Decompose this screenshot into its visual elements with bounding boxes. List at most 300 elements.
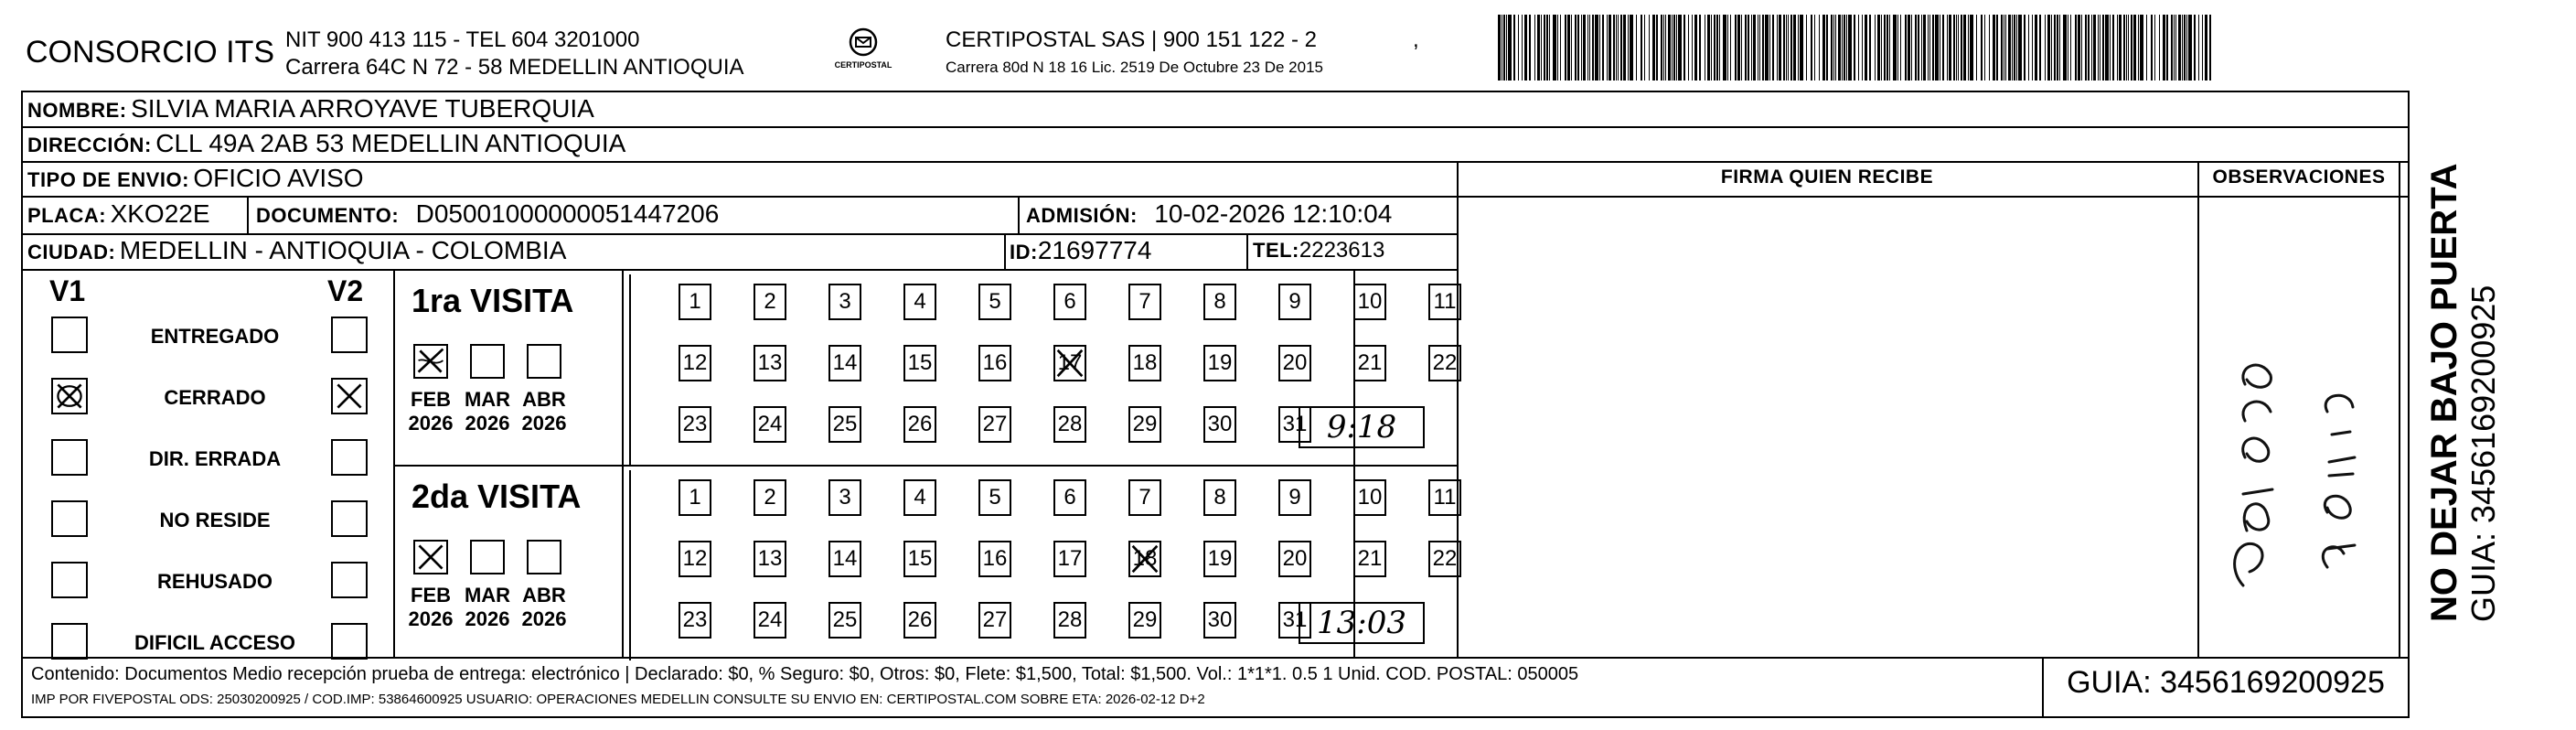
day-box[interactable] <box>903 406 936 443</box>
day-number: 30 <box>1207 607 1233 632</box>
barcode-bar <box>1819 15 1820 81</box>
visit-time-handwritten: 13:03 <box>1299 602 1425 644</box>
day-box[interactable] <box>978 406 1011 443</box>
month-year: 2026 <box>408 607 454 630</box>
day-box[interactable] <box>1278 345 1311 381</box>
footer-imp: IMP POR FIVEPOSTAL ODS: 25030200925 / COD.IMP: 53864600925 USUARIO: OPERACIONES MEDELLIN CONSULTE SU ENVIO EN: CERTIPOSTAL.COM SOBRE ETA: 2026-02-12 D+2 <box>31 692 1205 707</box>
barcode-bar <box>1848 15 1852 81</box>
day-number: 19 <box>1207 350 1233 375</box>
barcode-bar <box>1652 15 1655 81</box>
day-box[interactable] <box>1428 479 1461 516</box>
barcode-bar <box>1862 15 1863 81</box>
day-box[interactable] <box>1353 284 1386 320</box>
barcode-bar <box>1589 15 1590 81</box>
barcode-bar <box>2112 15 2114 81</box>
firma-label: FIRMA QUIEN RECIBE <box>1720 166 1934 188</box>
day-number: 21 <box>1357 546 1383 571</box>
barcode-bar <box>1932 15 1934 81</box>
v1-checkbox[interactable] <box>51 500 88 537</box>
day-box[interactable] <box>1278 284 1311 320</box>
barcode-bar <box>1602 15 1604 81</box>
barcode-bar <box>2188 15 2192 81</box>
day-number: 3 <box>839 289 851 314</box>
barcode-bar <box>1599 15 1600 81</box>
barcode-bar <box>1842 15 1843 81</box>
barcode-bar <box>1854 15 1855 81</box>
barcode-bar <box>1665 15 1666 81</box>
carrier-comma: , <box>1413 27 1419 52</box>
month-checkbox[interactable] <box>527 540 561 574</box>
barcode-bar <box>2105 15 2109 81</box>
day-number: 28 <box>1057 607 1083 632</box>
barcode-bar <box>2088 15 2090 81</box>
day-number: 15 <box>907 546 933 571</box>
day-box[interactable] <box>1203 284 1236 320</box>
day-box[interactable] <box>1203 479 1236 516</box>
admision-label: ADMISIÓN: <box>1026 204 1138 227</box>
day-box[interactable] <box>1278 541 1311 577</box>
barcode-bar <box>1620 15 1622 81</box>
barcode-bar <box>1557 15 1558 81</box>
day-number: 12 <box>682 350 708 375</box>
placa-value: XKO22E <box>110 199 210 228</box>
barcode-bar <box>2205 15 2207 81</box>
day-number: 31 <box>1282 412 1308 436</box>
barcode-bar <box>1814 15 1815 81</box>
day-box[interactable] <box>903 345 936 381</box>
barcode-bar <box>1769 15 1770 81</box>
day-box[interactable] <box>1128 479 1161 516</box>
barcode-bar <box>2138 15 2139 81</box>
day-box[interactable] <box>679 479 711 516</box>
barcode-bar <box>1762 15 1764 81</box>
barcode-bar <box>2081 15 2082 81</box>
observaciones-handwritten <box>2199 274 2399 649</box>
barcode-bar <box>1822 15 1825 81</box>
status-label: NO RESIDE <box>159 509 271 531</box>
month-label <box>460 388 515 435</box>
day-number: 22 <box>1432 546 1458 571</box>
barcode-bar <box>1928 15 1929 81</box>
day-box[interactable] <box>1128 284 1161 320</box>
barcode-bar <box>1783 15 1785 81</box>
barcode-bar <box>1741 15 1742 81</box>
day-box[interactable] <box>754 479 786 516</box>
barcode-bar <box>1779 15 1781 81</box>
day-box[interactable] <box>679 406 711 443</box>
barcode-bar <box>1656 15 1658 81</box>
day-number: 23 <box>682 607 708 632</box>
barcode-bar <box>2140 15 2143 81</box>
barcode-bar <box>1544 15 1545 81</box>
barcode-bar <box>1745 15 1747 81</box>
day-number: 17 <box>1057 350 1083 375</box>
barcode <box>1498 15 2222 81</box>
barcode-bar <box>1644 15 1645 81</box>
barcode-bar <box>1833 15 1834 81</box>
v2-checkbox[interactable] <box>331 623 368 660</box>
day-number: 25 <box>832 412 858 436</box>
barcode-bar <box>1636 15 1637 81</box>
barcode-bar <box>1976 15 1977 81</box>
day-box[interactable] <box>903 479 936 516</box>
month-label <box>460 584 515 631</box>
barcode-bar <box>1663 15 1664 81</box>
day-box[interactable] <box>1353 541 1386 577</box>
day-number: 24 <box>757 607 783 632</box>
barcode-bar <box>1838 15 1841 81</box>
v1-checkbox[interactable] <box>51 562 88 598</box>
v1-label: V1 <box>49 274 86 307</box>
day-box[interactable] <box>828 284 861 320</box>
day-box[interactable] <box>828 479 861 516</box>
day-box[interactable] <box>1353 345 1386 381</box>
month-label <box>403 584 458 631</box>
v1-checkbox[interactable] <box>51 317 88 353</box>
day-box[interactable] <box>1128 406 1161 443</box>
barcode-bar <box>1508 15 1512 81</box>
day-box[interactable] <box>679 602 711 639</box>
day-number: 7 <box>1138 289 1151 314</box>
direccion-label: DIRECCIÓN: <box>27 134 152 156</box>
barcode-bar <box>1498 15 1501 81</box>
day-box[interactable] <box>978 345 1011 381</box>
barcode-bar <box>1921 15 1922 81</box>
day-number: 23 <box>682 412 708 436</box>
barcode-bar <box>2008 15 2011 81</box>
day-box[interactable] <box>1428 541 1461 577</box>
month-checkbox[interactable] <box>413 540 448 574</box>
day-box[interactable] <box>828 345 861 381</box>
v1-checkbox[interactable] <box>51 623 88 660</box>
day-box[interactable] <box>1203 541 1236 577</box>
month-checkbox[interactable] <box>527 344 561 379</box>
barcode-bar <box>1748 15 1749 81</box>
month-name: MAR <box>464 584 511 607</box>
barcode-bar <box>2154 15 2155 81</box>
side-guia: GUIA: 3456169200925 <box>2464 284 2502 622</box>
barcode-bar <box>2128 15 2129 81</box>
month-checkbox[interactable] <box>413 344 448 379</box>
barcode-bar <box>1719 15 1720 81</box>
v2-checkbox[interactable] <box>331 500 368 537</box>
barcode-bar <box>1711 15 1712 81</box>
day-box[interactable] <box>1353 479 1386 516</box>
company-nit: NIT 900 413 115 - TEL 604 3201000 <box>285 27 640 52</box>
status-label: DIR. ERRADA <box>148 447 282 470</box>
barcode-bar <box>1889 15 1890 81</box>
barcode-bar <box>1800 15 1803 81</box>
tel-value: 2223613 <box>1299 238 1385 263</box>
placa-row <box>27 199 210 229</box>
day-number: 10 <box>1357 485 1383 510</box>
barcode-bar <box>1529 15 1531 81</box>
month-year: 2026 <box>408 412 454 435</box>
barcode-bar <box>1908 15 1910 81</box>
day-number: 11 <box>1433 289 1457 314</box>
id-row <box>1010 236 1151 265</box>
barcode-bar <box>1918 15 1919 81</box>
day-box[interactable] <box>1053 284 1086 320</box>
barcode-bar <box>1641 15 1642 81</box>
day-number: 20 <box>1282 546 1308 571</box>
barcode-bar <box>2178 15 2181 81</box>
tel-label: TEL: <box>1253 239 1299 262</box>
day-number: 26 <box>907 412 933 436</box>
barcode-bar <box>1565 15 1566 81</box>
month-year: 2026 <box>465 607 510 630</box>
barcode-bar <box>1811 15 1812 81</box>
barcode-bar <box>1826 15 1828 81</box>
barcode-bar <box>2018 15 2022 81</box>
barcode-bar <box>1844 15 1845 81</box>
day-number: 26 <box>907 607 933 632</box>
barcode-bar <box>2039 15 2041 81</box>
day-box[interactable] <box>978 284 1011 320</box>
day-box[interactable] <box>679 345 711 381</box>
day-box[interactable] <box>903 284 936 320</box>
barcode-bar <box>2012 15 2013 81</box>
day-number: 3 <box>839 485 851 510</box>
barcode-bar <box>1788 15 1789 81</box>
day-number: 8 <box>1213 289 1226 314</box>
barcode-bar <box>1961 15 1962 81</box>
barcode-bar <box>1630 15 1633 81</box>
day-box[interactable] <box>1128 602 1161 639</box>
carrier-address: Carrera 80d N 18 16 Lic. 2519 De Octubre 23 De 2015 <box>946 59 1323 76</box>
day-box[interactable] <box>1053 479 1086 516</box>
barcode-bar <box>1993 15 1995 81</box>
day-number: 13 <box>757 546 783 571</box>
barcode-bar <box>2051 15 2052 81</box>
day-number: 30 <box>1207 412 1233 436</box>
barcode-bar <box>2119 15 2122 81</box>
day-number: 17 <box>1057 546 1083 571</box>
day-box[interactable] <box>754 406 786 443</box>
barcode-bar <box>1560 15 1561 81</box>
day-number: 12 <box>682 546 708 571</box>
day-box[interactable] <box>978 541 1011 577</box>
day-number: 7 <box>1138 485 1151 510</box>
logo-text: CERTIPOSTAL <box>834 60 893 70</box>
day-box[interactable] <box>828 602 861 639</box>
v2-checkbox[interactable] <box>331 317 368 353</box>
v2-checkbox[interactable] <box>331 378 368 414</box>
day-box[interactable] <box>754 541 786 577</box>
day-number: 20 <box>1282 350 1308 375</box>
month-name: MAR <box>464 388 511 411</box>
tel-row <box>1253 238 1384 263</box>
visit-title: 2da VISITA <box>412 478 582 515</box>
day-box[interactable] <box>1053 541 1086 577</box>
barcode-bar <box>1541 15 1542 81</box>
company-address: Carrera 64C N 72 - 58 MEDELLIN ANTIOQUIA <box>285 55 744 80</box>
day-number: 5 <box>989 289 1001 314</box>
id-value: 21697774 <box>1037 236 1152 264</box>
day-box[interactable] <box>1203 345 1236 381</box>
day-box[interactable] <box>903 541 936 577</box>
barcode-bar <box>1567 15 1570 81</box>
nombre-label: NOMBRE: <box>27 99 127 122</box>
day-number: 6 <box>1064 485 1076 510</box>
barcode-bar <box>1730 15 1731 81</box>
barcode-bar <box>1618 15 1619 81</box>
day-number: 4 <box>914 289 926 314</box>
day-number: 27 <box>982 412 1008 436</box>
v2-label: V2 <box>327 274 364 307</box>
month-name: ABR <box>522 584 566 607</box>
day-box[interactable] <box>1428 284 1461 320</box>
barcode-bar <box>2075 15 2077 81</box>
day-box[interactable] <box>978 479 1011 516</box>
barcode-bar <box>1996 15 1998 81</box>
day-number: 14 <box>832 350 858 375</box>
barcode-bar <box>1858 15 1859 81</box>
barcode-bar <box>2028 15 2029 81</box>
day-number: 8 <box>1213 485 1226 510</box>
day-box[interactable] <box>828 406 861 443</box>
v1-checkbox[interactable] <box>51 378 88 414</box>
barcode-bar <box>2171 15 2173 81</box>
day-box[interactable] <box>1128 345 1161 381</box>
v2-checkbox[interactable] <box>331 439 368 476</box>
barcode-bar <box>1683 15 1685 81</box>
month-checkbox[interactable] <box>470 540 505 574</box>
no-dejar-bajo-puerta: NO DEJAR BAJO PUERTA <box>2424 163 2464 622</box>
barcode-bar <box>1765 15 1769 81</box>
day-box[interactable] <box>978 602 1011 639</box>
day-box[interactable] <box>1203 602 1236 639</box>
barcode-bar <box>2102 15 2104 81</box>
company-name: CONSORCIO ITS <box>26 35 275 70</box>
barcode-bar <box>1707 15 1710 81</box>
barcode-bar <box>1583 15 1586 81</box>
day-box[interactable] <box>1428 345 1461 381</box>
day-number: 1 <box>689 485 701 510</box>
day-box[interactable] <box>1053 406 1086 443</box>
day-number: 2 <box>764 485 776 510</box>
visit-title: 1ra VISITA <box>412 282 574 319</box>
barcode-bar <box>1727 15 1728 81</box>
barcode-bar <box>1577 15 1579 81</box>
footer-guia: GUIA: 3456169200925 <box>2067 665 2385 700</box>
barcode-bar <box>2174 15 2175 81</box>
ciudad-row <box>27 236 566 265</box>
barcode-bar <box>1772 15 1774 81</box>
barcode-bar <box>2054 15 2056 81</box>
barcode-bar <box>1923 15 1926 81</box>
day-box[interactable] <box>754 284 786 320</box>
day-box[interactable] <box>903 602 936 639</box>
barcode-bar <box>1751 15 1752 81</box>
barcode-bar <box>1900 15 1901 81</box>
day-number: 29 <box>1132 412 1158 436</box>
barcode-bar <box>2163 15 2165 81</box>
barcode-bar <box>2098 15 2099 81</box>
barcode-bar <box>2093 15 2096 81</box>
barcode-bar <box>2024 15 2026 81</box>
barcode-bar <box>2175 15 2176 81</box>
day-box[interactable] <box>1053 345 1086 381</box>
month-checkbox[interactable] <box>470 344 505 379</box>
barcode-bar <box>1798 15 1799 81</box>
barcode-bar <box>1587 15 1588 81</box>
barcode-bar <box>1571 15 1572 81</box>
barcode-bar <box>2063 15 2067 81</box>
carrier-name: CERTIPOSTAL SAS | 900 151 122 - 2 <box>946 27 1317 52</box>
status-label: ENTREGADO <box>150 325 280 348</box>
day-box[interactable] <box>679 541 711 577</box>
barcode-bar <box>2151 15 2153 81</box>
barcode-bar <box>1869 15 1871 81</box>
day-number: 18 <box>1132 546 1158 571</box>
tipo-envio-row <box>27 164 364 193</box>
v2-checkbox[interactable] <box>331 562 368 598</box>
day-box[interactable] <box>1053 602 1086 639</box>
barcode-bar <box>1575 15 1577 81</box>
day-box[interactable] <box>754 602 786 639</box>
day-number: 31 <box>1282 607 1308 632</box>
barcode-bar <box>1956 15 1957 81</box>
month-name: ABR <box>522 388 566 411</box>
day-box[interactable] <box>1203 406 1236 443</box>
admision-row <box>1026 199 1392 229</box>
direccion-row <box>27 129 625 158</box>
documento-value: D05001000000051447206 <box>415 199 720 228</box>
month-label <box>517 584 572 631</box>
barcode-bar <box>1893 15 1897 81</box>
month-year: 2026 <box>465 412 510 435</box>
day-box[interactable] <box>828 541 861 577</box>
barcode-bar <box>1628 15 1629 81</box>
month-year: 2026 <box>521 607 567 630</box>
day-box[interactable] <box>1128 541 1161 577</box>
barcode-bar <box>1790 15 1792 81</box>
day-number: 29 <box>1132 607 1158 632</box>
day-box[interactable] <box>679 284 711 320</box>
barcode-bar <box>2182 15 2183 81</box>
barcode-bar <box>1716 15 1718 81</box>
day-box[interactable] <box>754 345 786 381</box>
barcode-bar <box>1581 15 1582 81</box>
barcode-bar <box>1793 15 1796 81</box>
day-number: 11 <box>1433 485 1457 510</box>
barcode-bar <box>1673 15 1675 81</box>
barcode-bar <box>1915 15 1917 81</box>
ciudad-value: MEDELLIN - ANTIOQUIA - COLOMBIA <box>119 236 567 264</box>
ciudad-label: CIUDAD: <box>27 241 116 263</box>
barcode-bar <box>2184 15 2186 81</box>
placa-label: PLACA: <box>27 204 107 227</box>
barcode-bar <box>1846 15 1847 81</box>
day-box[interactable] <box>1278 479 1311 516</box>
barcode-bar <box>2070 15 2071 81</box>
barcode-bar <box>2166 15 2168 81</box>
barcode-bar <box>1942 15 1944 81</box>
v1-checkbox[interactable] <box>51 439 88 476</box>
id-label: ID: <box>1010 241 1038 263</box>
barcode-bar <box>1503 15 1505 81</box>
day-number: 4 <box>914 485 926 510</box>
barcode-bar <box>1595 15 1598 81</box>
barcode-bar <box>1694 15 1697 81</box>
day-number: 24 <box>757 412 783 436</box>
day-mark-icon <box>1055 347 1085 380</box>
day-number: 19 <box>1207 546 1233 571</box>
day-number: 10 <box>1357 289 1383 314</box>
barcode-bar <box>2123 15 2125 81</box>
barcode-bar <box>1723 15 1726 81</box>
